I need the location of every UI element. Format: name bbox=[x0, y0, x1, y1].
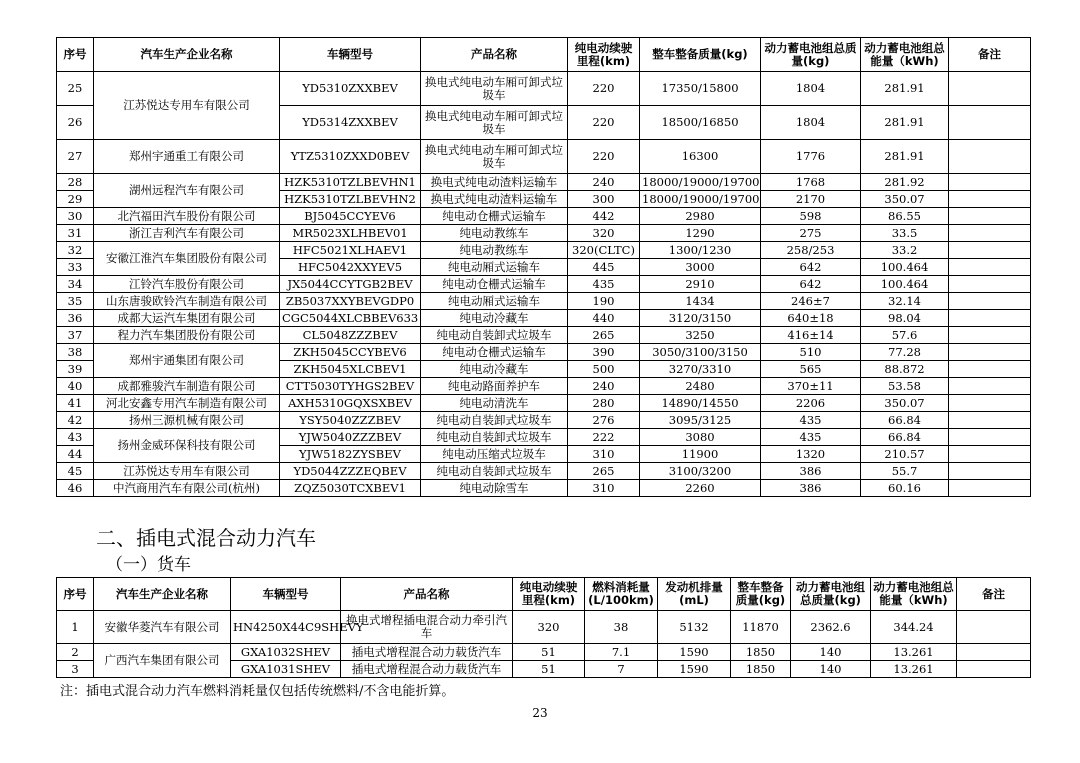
table-row bbox=[57, 310, 1031, 327]
vehicle-model: MR5023XLHBEV01 bbox=[280, 225, 421, 242]
range-km: 442 bbox=[568, 208, 640, 225]
range-km: 51 bbox=[513, 661, 585, 678]
curb-mass: 1434 bbox=[640, 293, 761, 310]
vehicle-model: AXH5310GQXSXBEV bbox=[280, 395, 421, 412]
company-name: 郑州宇通重工有限公司 bbox=[94, 140, 280, 174]
battery-energy: 13.261 bbox=[871, 661, 957, 678]
company-name: 郑州宇通集团有限公司 bbox=[94, 344, 280, 378]
header-cell: 汽车生产企业名称 bbox=[94, 38, 280, 72]
curb-mass: 11870 bbox=[731, 611, 791, 644]
company-name: 山东唐骏欧铃汽车制造有限公司 bbox=[94, 293, 280, 310]
row-number: 37 bbox=[57, 327, 94, 344]
vehicle-model: HFC5042XXYEV5 bbox=[280, 259, 421, 276]
section-title: 二、插电式混合动力汽车 bbox=[96, 526, 316, 550]
range-km: 190 bbox=[568, 293, 640, 310]
row-number: 2 bbox=[57, 644, 94, 661]
header-cell: 序号 bbox=[57, 38, 94, 72]
range-km: 390 bbox=[568, 344, 640, 361]
remarks bbox=[957, 611, 1031, 644]
product-name: 纯电动教练车 bbox=[421, 225, 568, 242]
row-number: 46 bbox=[57, 480, 94, 497]
row-number: 31 bbox=[57, 225, 94, 242]
battery-mass: 2362.6 bbox=[791, 611, 871, 644]
header-cell: 车辆型号 bbox=[231, 578, 341, 611]
battery-energy: 57.6 bbox=[861, 327, 949, 344]
range-km: 220 bbox=[568, 106, 640, 140]
battery-mass: 510 bbox=[761, 344, 861, 361]
product-name: 换电式纯电动渣料运输车 bbox=[421, 174, 568, 191]
curb-mass: 1290 bbox=[640, 225, 761, 242]
vehicle-model: CTT5030TYHGS2BEV bbox=[280, 378, 421, 395]
remarks bbox=[949, 412, 1031, 429]
battery-mass: 1776 bbox=[761, 140, 861, 174]
curb-mass: 2910 bbox=[640, 276, 761, 293]
vehicle-model: YD5314ZXXBEV bbox=[280, 106, 421, 140]
remarks bbox=[957, 644, 1031, 661]
range-km: 320 bbox=[568, 225, 640, 242]
curb-mass: 2980 bbox=[640, 208, 761, 225]
table-row bbox=[57, 293, 1031, 310]
remarks bbox=[949, 208, 1031, 225]
table-row bbox=[57, 429, 1031, 446]
curb-mass: 18000/19000/19700 bbox=[640, 174, 761, 191]
vehicle-model: JX5044CCYTGB2BEV bbox=[280, 276, 421, 293]
product-name: 换电式纯电动车厢可卸式垃圾车 bbox=[421, 72, 568, 106]
row-number: 38 bbox=[57, 344, 94, 361]
curb-mass: 16300 bbox=[640, 140, 761, 174]
battery-energy: 66.84 bbox=[861, 429, 949, 446]
header-cell: 备注 bbox=[949, 38, 1031, 72]
company-name: 河北安鑫专用汽车制造有限公司 bbox=[94, 395, 280, 412]
remarks bbox=[949, 242, 1031, 259]
product-name: 纯电动冷藏车 bbox=[421, 310, 568, 327]
curb-mass: 2260 bbox=[640, 480, 761, 497]
vehicle-model: YD5310ZXXBEV bbox=[280, 72, 421, 106]
row-number: 35 bbox=[57, 293, 94, 310]
vehicle-model: YTZ5310ZXXD0BEV bbox=[280, 140, 421, 174]
battery-mass: 565 bbox=[761, 361, 861, 378]
header-cell: 发动机排量(mL) bbox=[658, 578, 731, 611]
remarks bbox=[949, 140, 1031, 174]
product-name: 纯电动自装卸式垃圾车 bbox=[421, 463, 568, 480]
battery-energy: 281.91 bbox=[861, 106, 949, 140]
range-km: 276 bbox=[568, 412, 640, 429]
battery-mass: 370±11 bbox=[761, 378, 861, 395]
remarks bbox=[949, 327, 1031, 344]
company-name: 程力汽车集团股份有限公司 bbox=[94, 327, 280, 344]
product-name: 纯电动自装卸式垃圾车 bbox=[421, 412, 568, 429]
product-name: 纯电动仓栅式运输车 bbox=[421, 344, 568, 361]
header-cell: 动力蓄电池组总质量(kg) bbox=[761, 38, 861, 72]
remarks bbox=[949, 225, 1031, 242]
remarks bbox=[949, 463, 1031, 480]
remarks bbox=[949, 429, 1031, 446]
row-number: 43 bbox=[57, 429, 94, 446]
table-row bbox=[57, 327, 1031, 344]
row-number: 26 bbox=[57, 106, 94, 140]
company-name: 安徽华菱汽车有限公司 bbox=[94, 611, 231, 644]
product-name: 纯电动冷藏车 bbox=[421, 361, 568, 378]
curb-mass: 1300/1230 bbox=[640, 242, 761, 259]
vehicle-model: HN4250X44C9SHEVY bbox=[231, 611, 341, 644]
product-name: 换电式增程插电混合动力牵引汽车 bbox=[341, 611, 513, 644]
curb-mass: 2480 bbox=[640, 378, 761, 395]
remarks bbox=[949, 395, 1031, 412]
battery-mass: 2206 bbox=[761, 395, 861, 412]
battery-energy: 33.2 bbox=[861, 242, 949, 259]
engine-displacement: 5132 bbox=[658, 611, 731, 644]
range-km: 220 bbox=[568, 140, 640, 174]
curb-mass: 18000/19000/19700 bbox=[640, 191, 761, 208]
row-number: 40 bbox=[57, 378, 94, 395]
battery-energy: 60.16 bbox=[861, 480, 949, 497]
vehicle-model: YD5044ZZZEQBEV bbox=[280, 463, 421, 480]
row-number: 34 bbox=[57, 276, 94, 293]
vehicle-model: ZKH5045XLCBEV1 bbox=[280, 361, 421, 378]
battery-energy: 13.261 bbox=[871, 644, 957, 661]
remarks bbox=[949, 344, 1031, 361]
engine-displacement: 1590 bbox=[658, 661, 731, 678]
table-row bbox=[57, 480, 1031, 497]
header-cell: 燃料消耗量(L/100km) bbox=[585, 578, 658, 611]
battery-mass: 416±14 bbox=[761, 327, 861, 344]
row-number: 39 bbox=[57, 361, 94, 378]
range-km: 440 bbox=[568, 310, 640, 327]
vehicle-table-bev bbox=[56, 37, 1031, 497]
curb-mass: 17350/15800 bbox=[640, 72, 761, 106]
remarks bbox=[949, 480, 1031, 497]
range-km: 310 bbox=[568, 480, 640, 497]
row-number: 25 bbox=[57, 72, 94, 106]
range-km: 445 bbox=[568, 259, 640, 276]
company-name: 北汽福田汽车股份有限公司 bbox=[94, 208, 280, 225]
remarks bbox=[957, 661, 1031, 678]
battery-mass: 435 bbox=[761, 412, 861, 429]
curb-mass: 3100/3200 bbox=[640, 463, 761, 480]
curb-mass: 3080 bbox=[640, 429, 761, 446]
product-name: 纯电动自装卸式垃圾车 bbox=[421, 327, 568, 344]
remarks bbox=[949, 293, 1031, 310]
company-name: 安徽江淮汽车集团股份有限公司 bbox=[94, 242, 280, 276]
battery-mass: 1804 bbox=[761, 106, 861, 140]
row-number: 30 bbox=[57, 208, 94, 225]
battery-energy: 86.55 bbox=[861, 208, 949, 225]
range-km: 240 bbox=[568, 174, 640, 191]
vehicle-model: ZB5037XXYBEVGDP0 bbox=[280, 293, 421, 310]
range-km: 310 bbox=[568, 446, 640, 463]
table-row bbox=[57, 463, 1031, 480]
range-km: 280 bbox=[568, 395, 640, 412]
battery-energy: 100.464 bbox=[861, 259, 949, 276]
remarks bbox=[949, 106, 1031, 140]
table-row bbox=[57, 395, 1031, 412]
vehicle-model: HFC5021XLHAEV1 bbox=[280, 242, 421, 259]
vehicle-model: ZQZ5030TCXBEV1 bbox=[280, 480, 421, 497]
battery-mass: 140 bbox=[791, 661, 871, 678]
table-row bbox=[57, 242, 1031, 259]
battery-energy: 32.14 bbox=[861, 293, 949, 310]
row-number: 45 bbox=[57, 463, 94, 480]
row-number: 41 bbox=[57, 395, 94, 412]
fuel-consumption: 7.1 bbox=[585, 644, 658, 661]
remarks bbox=[949, 361, 1031, 378]
table-row bbox=[57, 140, 1031, 174]
remarks bbox=[949, 310, 1031, 327]
range-km: 300 bbox=[568, 191, 640, 208]
battery-energy: 55.7 bbox=[861, 463, 949, 480]
battery-mass: 386 bbox=[761, 480, 861, 497]
curb-mass: 3095/3125 bbox=[640, 412, 761, 429]
header-cell: 备注 bbox=[957, 578, 1031, 611]
company-name: 广西汽车集团有限公司 bbox=[94, 644, 231, 678]
row-number: 27 bbox=[57, 140, 94, 174]
row-number: 42 bbox=[57, 412, 94, 429]
vehicle-model: CL5048ZZZBEV bbox=[280, 327, 421, 344]
battery-mass: 642 bbox=[761, 276, 861, 293]
product-name: 纯电动压缩式垃圾车 bbox=[421, 446, 568, 463]
product-name: 纯电动厢式运输车 bbox=[421, 293, 568, 310]
battery-energy: 210.57 bbox=[861, 446, 949, 463]
battery-energy: 77.28 bbox=[861, 344, 949, 361]
product-name: 纯电动教练车 bbox=[421, 242, 568, 259]
header-cell: 纯电动续驶里程(km) bbox=[568, 38, 640, 72]
battery-mass: 258/253 bbox=[761, 242, 861, 259]
vehicle-model: YJW5040ZZZBEV bbox=[280, 429, 421, 446]
table-row bbox=[57, 378, 1031, 395]
fuel-consumption: 7 bbox=[585, 661, 658, 678]
product-name: 插电式增程混合动力载货汽车 bbox=[341, 661, 513, 678]
table-row bbox=[57, 412, 1031, 429]
range-km: 265 bbox=[568, 327, 640, 344]
battery-energy: 350.07 bbox=[861, 191, 949, 208]
battery-energy: 66.84 bbox=[861, 412, 949, 429]
remarks bbox=[949, 276, 1031, 293]
table-row bbox=[57, 611, 1031, 644]
product-name: 纯电动除雪车 bbox=[421, 480, 568, 497]
range-km: 265 bbox=[568, 463, 640, 480]
vehicle-model: GXA1032SHEV bbox=[231, 644, 341, 661]
product-name: 换电式纯电动渣料运输车 bbox=[421, 191, 568, 208]
header-cell: 整车整备质量(kg) bbox=[640, 38, 761, 72]
company-name: 扬州金威环保科技有限公司 bbox=[94, 429, 280, 463]
header-cell: 产品名称 bbox=[341, 578, 513, 611]
battery-mass: 246±7 bbox=[761, 293, 861, 310]
table-row bbox=[57, 276, 1031, 293]
remarks bbox=[949, 191, 1031, 208]
header-cell: 动力蓄电池组总能量（kWh) bbox=[861, 38, 949, 72]
battery-energy: 344.24 bbox=[871, 611, 957, 644]
table-header-row bbox=[57, 578, 1031, 611]
product-name: 纯电动仓栅式运输车 bbox=[421, 208, 568, 225]
range-km: 500 bbox=[568, 361, 640, 378]
range-km: 320(CLTC) bbox=[568, 242, 640, 259]
range-km: 220 bbox=[568, 72, 640, 106]
remarks bbox=[949, 446, 1031, 463]
fuel-consumption: 38 bbox=[585, 611, 658, 644]
curb-mass: 3050/3100/3150 bbox=[640, 344, 761, 361]
curb-mass: 18500/16850 bbox=[640, 106, 761, 140]
table-row bbox=[57, 208, 1031, 225]
range-km: 240 bbox=[568, 378, 640, 395]
battery-energy: 53.58 bbox=[861, 378, 949, 395]
battery-energy: 281.91 bbox=[861, 140, 949, 174]
table-row bbox=[57, 174, 1031, 191]
row-number: 3 bbox=[57, 661, 94, 678]
company-name: 江铃汽车股份有限公司 bbox=[94, 276, 280, 293]
curb-mass: 3270/3310 bbox=[640, 361, 761, 378]
battery-mass: 2170 bbox=[761, 191, 861, 208]
vehicle-model: ZKH5045CCYBEV6 bbox=[280, 344, 421, 361]
company-name: 江苏悦达专用车有限公司 bbox=[94, 463, 280, 480]
company-name: 中汽商用汽车有限公司(杭州) bbox=[94, 480, 280, 497]
company-name: 成都雅骏汽车制造有限公司 bbox=[94, 378, 280, 395]
battery-mass: 598 bbox=[761, 208, 861, 225]
product-name: 插电式增程混合动力载货汽车 bbox=[341, 644, 513, 661]
battery-mass: 1768 bbox=[761, 174, 861, 191]
vehicle-table-phev bbox=[56, 577, 1031, 678]
table-row bbox=[57, 644, 1031, 661]
engine-displacement: 1590 bbox=[658, 644, 731, 661]
remarks bbox=[949, 259, 1031, 276]
range-km: 435 bbox=[568, 276, 640, 293]
vehicle-model: HZK5310TZLBEVHN1 bbox=[280, 174, 421, 191]
battery-mass: 275 bbox=[761, 225, 861, 242]
battery-mass: 1804 bbox=[761, 72, 861, 106]
table-row bbox=[57, 225, 1031, 242]
header-cell: 序号 bbox=[57, 578, 94, 611]
battery-energy: 33.5 bbox=[861, 225, 949, 242]
company-name: 浙江吉利汽车有限公司 bbox=[94, 225, 280, 242]
vehicle-model: HZK5310TZLBEVHN2 bbox=[280, 191, 421, 208]
product-name: 换电式纯电动车厢可卸式垃圾车 bbox=[421, 106, 568, 140]
company-name: 成都大运汽车集团有限公司 bbox=[94, 310, 280, 327]
page-number: 23 bbox=[532, 706, 548, 720]
table-row bbox=[57, 344, 1031, 361]
subsection-title: （一）货车 bbox=[106, 555, 191, 575]
row-number: 36 bbox=[57, 310, 94, 327]
range-km: 222 bbox=[568, 429, 640, 446]
product-name: 纯电动厢式运输车 bbox=[421, 259, 568, 276]
header-cell: 汽车生产企业名称 bbox=[94, 578, 231, 611]
remarks bbox=[949, 378, 1031, 395]
row-number: 32 bbox=[57, 242, 94, 259]
battery-mass: 640±18 bbox=[761, 310, 861, 327]
battery-energy: 281.92 bbox=[861, 174, 949, 191]
product-name: 换电式纯电动车厢可卸式垃圾车 bbox=[421, 140, 568, 174]
curb-mass: 1850 bbox=[731, 644, 791, 661]
product-name: 纯电动清洗车 bbox=[421, 395, 568, 412]
battery-mass: 140 bbox=[791, 644, 871, 661]
header-cell: 纯电动续驶里程(km) bbox=[513, 578, 585, 611]
footnote: 注：插电式混合动力汽车燃料消耗量仅包括传统燃料/不含电能折算。 bbox=[60, 684, 455, 699]
table-row bbox=[57, 72, 1031, 106]
vehicle-model: YJW5182ZYSBEV bbox=[280, 446, 421, 463]
vehicle-model: YSY5040ZZZBEV bbox=[280, 412, 421, 429]
table-header-row bbox=[57, 38, 1031, 72]
header-cell: 产品名称 bbox=[421, 38, 568, 72]
battery-mass: 386 bbox=[761, 463, 861, 480]
row-number: 1 bbox=[57, 611, 94, 644]
battery-mass: 642 bbox=[761, 259, 861, 276]
row-number: 28 bbox=[57, 174, 94, 191]
product-name: 纯电动仓栅式运输车 bbox=[421, 276, 568, 293]
header-cell: 动力蓄电池组总能量（kWh) bbox=[871, 578, 957, 611]
battery-energy: 98.04 bbox=[861, 310, 949, 327]
company-name: 湖州远程汽车有限公司 bbox=[94, 174, 280, 208]
remarks bbox=[949, 72, 1031, 106]
row-number: 29 bbox=[57, 191, 94, 208]
header-cell: 动力蓄电池组总质量(kg) bbox=[791, 578, 871, 611]
curb-mass: 11900 bbox=[640, 446, 761, 463]
vehicle-model: GXA1031SHEV bbox=[231, 661, 341, 678]
battery-energy: 88.872 bbox=[861, 361, 949, 378]
product-name: 纯电动路面养护车 bbox=[421, 378, 568, 395]
battery-energy: 100.464 bbox=[861, 276, 949, 293]
battery-mass: 435 bbox=[761, 429, 861, 446]
battery-energy: 350.07 bbox=[861, 395, 949, 412]
header-cell: 车辆型号 bbox=[280, 38, 421, 72]
company-name: 江苏悦达专用车有限公司 bbox=[94, 72, 280, 140]
row-number: 33 bbox=[57, 259, 94, 276]
product-name: 纯电动自装卸式垃圾车 bbox=[421, 429, 568, 446]
vehicle-model: BJ5045CCYEV6 bbox=[280, 208, 421, 225]
curb-mass: 1850 bbox=[731, 661, 791, 678]
curb-mass: 3000 bbox=[640, 259, 761, 276]
battery-energy: 281.91 bbox=[861, 72, 949, 106]
vehicle-model: CGC5044XLCBBEV633 bbox=[280, 310, 421, 327]
header-cell: 整车整备质量(kg) bbox=[731, 578, 791, 611]
remarks bbox=[949, 174, 1031, 191]
range-km: 320 bbox=[513, 611, 585, 644]
curb-mass: 3120/3150 bbox=[640, 310, 761, 327]
row-number: 44 bbox=[57, 446, 94, 463]
curb-mass: 14890/14550 bbox=[640, 395, 761, 412]
curb-mass: 3250 bbox=[640, 327, 761, 344]
company-name: 扬州三源机械有限公司 bbox=[94, 412, 280, 429]
range-km: 51 bbox=[513, 644, 585, 661]
battery-mass: 1320 bbox=[761, 446, 861, 463]
